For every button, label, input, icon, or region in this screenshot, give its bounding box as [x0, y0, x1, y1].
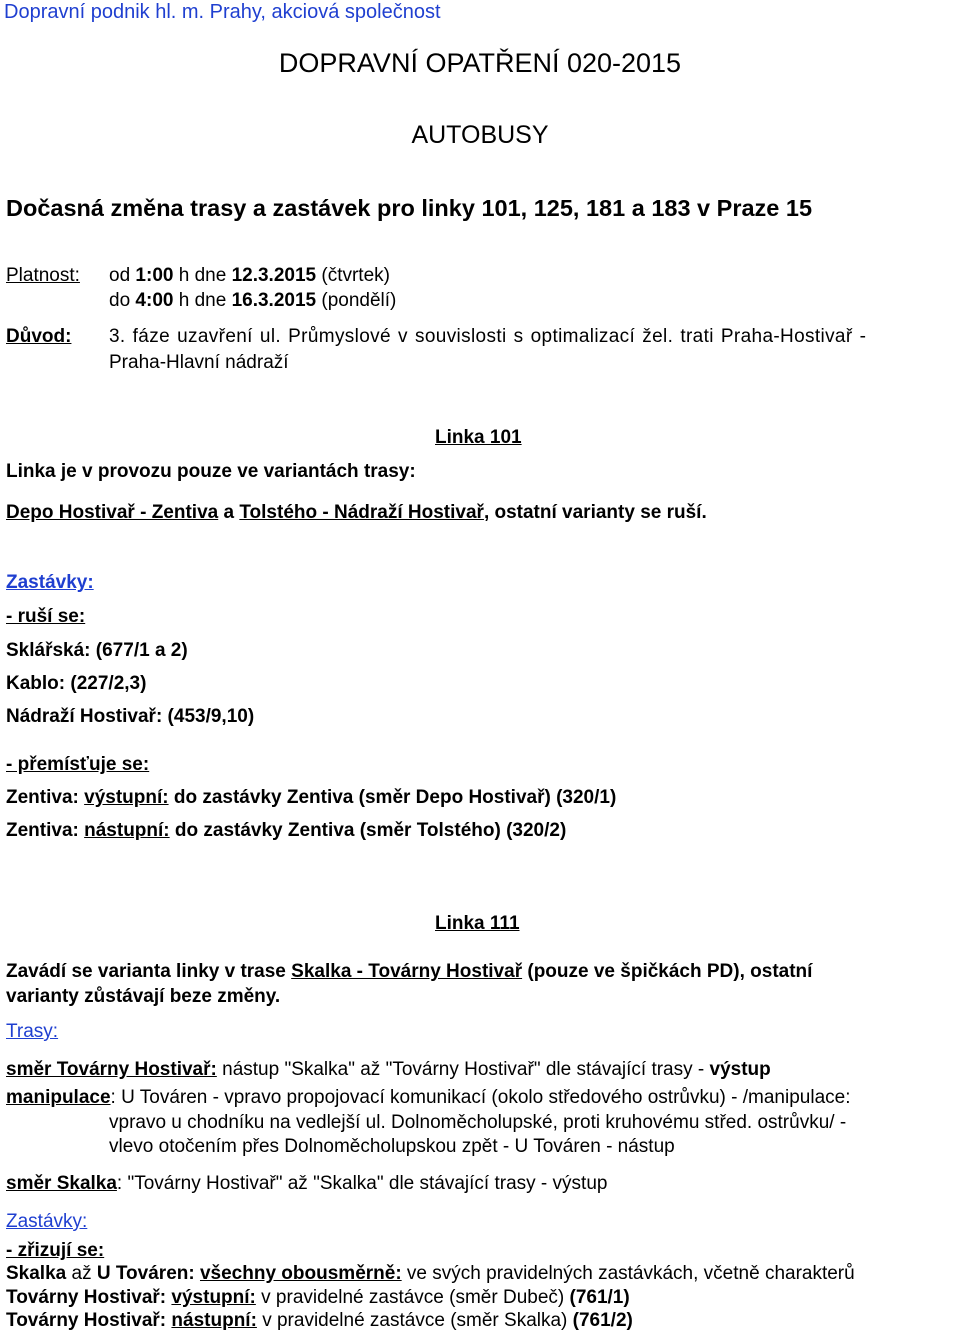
moved-stop: Zentiva: nástupní: do zastávky Zentiva (směr Tolstého) (320/2) — [6, 820, 567, 841]
line-101-intro: Linka je v provozu pouze ve variantách trasy: — [6, 461, 416, 482]
reason-line-1: 3. fáze uzavření ul. Průmyslové v souvislosti s optimalizací žel. trati Praha-Hostivař - — [109, 326, 867, 347]
document-title: DOPRAVNÍ OPATŘENÍ 020-2015 — [278, 48, 682, 78]
manipulation-line-2: vpravo u chodníku na vedlejší ul. Dolnoměcholupské, proti kruhovému střed. ostrůvku/ - — [109, 1112, 847, 1133]
line-111-create-label: - zřizují se: — [6, 1240, 105, 1261]
line-101-routes: Depo Hostivař - Zentiva a Tolstého - Nádraží Hostivař, ostatní varianty se ruší. — [6, 502, 707, 523]
line-101-cancel-label: - ruší se: — [6, 606, 86, 627]
manipulation-line-1: manipulace: U Továren - vpravo propojovací komunikací (okolo středového ostrůvku) - /manipulace: — [6, 1087, 851, 1108]
created-stop: Továrny Hostivař: nástupní: v pravidelné zastávce (směr Skalka) (761/2) — [6, 1310, 633, 1331]
line-111-intro-cont: varianty zůstávají beze změny. — [6, 986, 281, 1007]
line-111-heading: Linka 111 — [435, 913, 520, 934]
line-101-stops-label: Zastávky: — [6, 572, 94, 593]
created-stops-row: Skalka až U Továren: všechny obousměrně: ve svých pravidelných zastávkách, včetně charakterů — [6, 1263, 855, 1284]
cancelled-stop: Sklářská: (677/1 a 2) — [6, 640, 188, 661]
cancelled-stop: Nádraží Hostivař: (453/9,10) — [6, 706, 255, 727]
reason-label: Důvod: — [6, 326, 72, 347]
line-111-intro: Zavádí se varianta linky v trase Skalka - Továrny Hostivař (pouze ve špičkách PD), ostatní — [6, 961, 813, 982]
route-direction-tovarny: směr Továrny Hostivař: nástup "Skalka" až "Továrny Hostivař" dle stávající trasy - výstup — [6, 1059, 771, 1080]
line-101-move-label: - přemísťuje se: — [6, 754, 150, 775]
reason-line-2: Praha-Hlavní nádraží — [109, 352, 289, 373]
manipulation-line-3: vlevo otočením přes Dolnoměcholupskou zpět - U Továren - nástup — [109, 1136, 675, 1157]
validity-label: Platnost: — [6, 265, 80, 286]
validity-to: do 4:00 h dne 16.3.2015 (pondělí) — [109, 290, 397, 311]
created-stop: Továrny Hostivař: výstupní: v pravidelné zastávce (směr Dubeč) (761/1) — [6, 1287, 630, 1308]
line-111-routes-label: Trasy: — [6, 1021, 59, 1042]
route-direction-skalka: směr Skalka: "Továrny Hostivař" až "Skalka" dle stávající trasy - výstup — [6, 1173, 608, 1194]
company-header: Dopravní podnik hl. m. Prahy, akciová společnost — [4, 1, 441, 23]
validity-from: od 1:00 h dne 12.3.2015 (čtvrtek) — [109, 265, 390, 286]
moved-stop: Zentiva: výstupní: do zastávky Zentiva (směr Depo Hostivař) (320/1) — [6, 787, 617, 808]
line-101-heading: Linka 101 — [435, 427, 522, 448]
document-subtitle: AUTOBUSY — [411, 121, 549, 149]
line-111-stops-label: Zastávky: — [6, 1211, 88, 1232]
headline: Dočasná změna trasy a zastávek pro linky 101, 125, 181 a 183 v Praze 15 — [6, 195, 813, 221]
cancelled-stop: Kablo: (227/2,3) — [6, 673, 147, 694]
